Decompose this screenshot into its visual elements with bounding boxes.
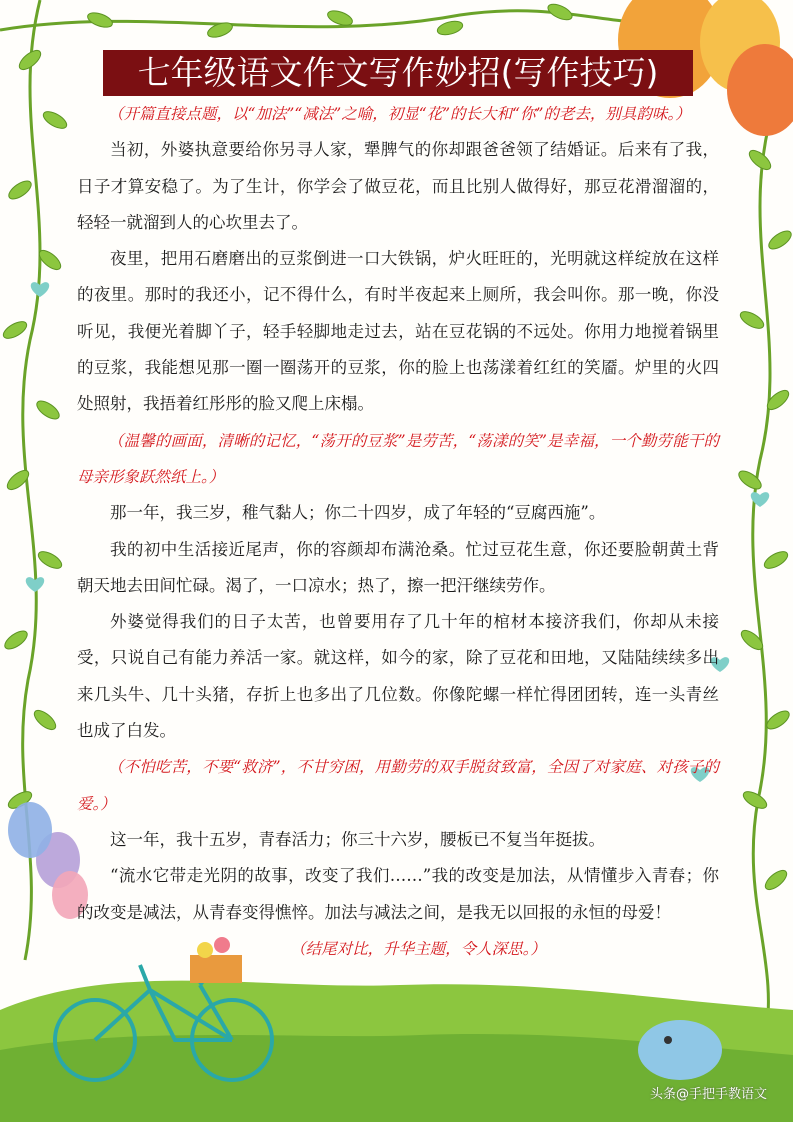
body-paragraph: 这一年，我十五岁，青春活力；你三十六岁，腰板已不复当年挺拔。 bbox=[110, 829, 605, 849]
body-paragraph: 那一年，我三岁，稚气黏人；你二十四岁，成了年轻的“豆腐西施”。 bbox=[110, 503, 606, 523]
article-body bbox=[77, 96, 719, 967]
body-paragraph: 夜里，把用石磨磨出的豆浆倒进一口大铁锅，炉火旺旺的，光明就这样绽放在这样的夜里。那时的我还小，记不得什么，有时半夜起来上厕所，我会叫你。那一晚，你没听见，我便光着脚丫子，轻手轻脚地走过去，站在豆花锅的不远处。你用力地搅着锅里的豆浆，我能想见那一圈一圈荡开的豆浆，你的脸上也荡漾着红红的笑靥。炉里的火四处照射，我捂着红彤彤的脸又爬上床榻。 bbox=[77, 249, 719, 414]
annotation-note: （温馨的画面，清晰的记忆，“荡开的豆浆”是劳苦，“荡漾的笑”是幸福，一个勤劳能干的母亲形象跃然纸上。） bbox=[77, 431, 719, 486]
annotation-note: （不怕吃苦，不要“救济”，不甘穷困，用勤劳的双手脱贫致富，全因了对家庭、对孩子的爱。） bbox=[77, 758, 719, 813]
annotation-note: （结尾对比，升华主题，令人深思。） bbox=[290, 939, 546, 958]
document-title: 七年级语文作文写作妙招(写作技巧) bbox=[103, 50, 693, 96]
body-paragraph: 我的初中生活接近尾声，你的容颜却布满沧桑。忙过豆花生意，你还要脸朝黄土背朝天地去田间忙碌。渴了，一口凉水；热了，擦一把汗继续劳作。 bbox=[77, 539, 719, 595]
body-paragraph: 外婆觉得我们的日子太苦，也曾要用存了几十年的棺材本接济我们，你却从未接受，只说自己有能力养活一家。就这样，如今的家，除了豆花和田地，又陆陆续续多出来几头牛、几十头猪，存折上也多出了几位数。你像陀螺一样忙得团团转，连一头青丝也成了白发。 bbox=[77, 612, 719, 741]
watermark: 头条@手把手教语文 bbox=[649, 1087, 767, 1102]
annotation-note: （开篇直接点题，以“加法”“减法”之喻，初显“花”的长大和“你”的老去，别具韵味。） bbox=[108, 105, 691, 123]
body-paragraph: 当初，外婆执意要给你另寻人家，犟脾气的你却跟爸爸领了结婚证。后来有了我，日子才算安稳了。为了生计，你学会了做豆花，而且比别人做得好，那豆花滑溜溜的，轻轻一就溜到人的心坎里去了。 bbox=[77, 140, 719, 232]
body-paragraph: “流水它带走光阴的故事，改变了我们……”我的改变是加法，从情懂步入青春；你的改变是减法，从青春变得憔悴。加法与减法之间，是我无以回报的永恒的母爱！ bbox=[77, 866, 719, 922]
